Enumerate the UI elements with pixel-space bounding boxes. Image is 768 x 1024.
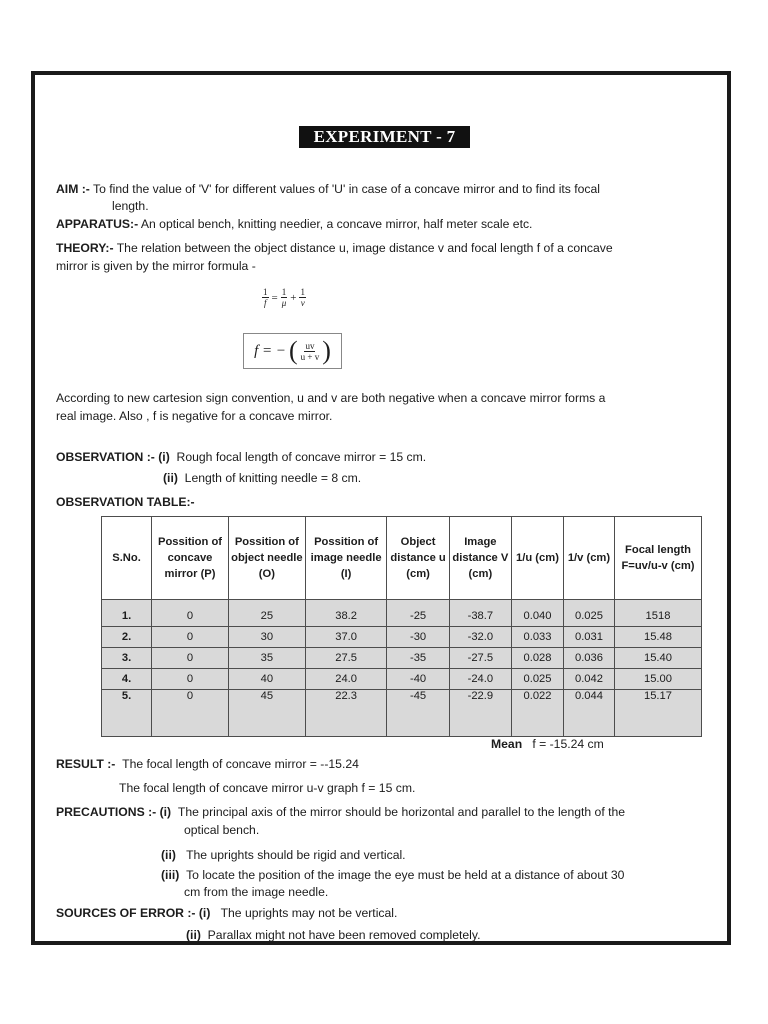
header-cell: Focal length F=uv/u-v (cm) — [614, 517, 701, 600]
observation-label: OBSERVATION :- — [56, 450, 155, 464]
formula-term-v: $\frac{1}{v}$ — [300, 287, 305, 308]
experiment-title: EXPERIMENT - 7 — [299, 126, 470, 148]
table-row: 1. 0 25 38.2 -25 -38.7 0.040 0.025 1518 — [102, 600, 702, 627]
mirror-formula: $\frac{1}{f}$ = $\frac{1}{\mu}$ + $\frac{1}{v}$ — [263, 287, 305, 308]
precaution-i-text: The principal axis of the mirror should be horizontal and parallel to the length of the — [177, 805, 626, 819]
table-header-row — [102, 517, 702, 600]
apparatus-line — [56, 216, 532, 232]
observation-ii-text: Length of knitting needle = 8 cm. — [184, 471, 362, 485]
apparatus-text: An optical bench, knitting needier, a concave mirror, half meter scale etc. — [140, 217, 533, 231]
header-cell: Possition of image needle (I) — [305, 517, 387, 600]
result-line1 — [56, 756, 359, 772]
aim-label: AIM :- — [56, 182, 90, 196]
error-ii-text: Parallax might not have been removed completely. — [207, 928, 481, 942]
observation-line1: OBSERVATION :- (i) Rough focal length of concave mirror = 15 cm. — [56, 450, 427, 464]
theory-text-1: The relation between the object distance u, image distance v and focal length f of a concave — [116, 241, 613, 255]
mean-line — [491, 736, 604, 752]
apparatus-label: APPARATUS:- — [56, 217, 139, 231]
precaution-iii-text: To locate the position of the image the eye must be held at a distance of about 30 — [186, 868, 625, 882]
precautions-label: PRECAUTIONS :- — [56, 805, 157, 819]
mean-value: f = -15.24 cm — [532, 737, 604, 751]
error-i-text: The uprights may not be vertical. — [220, 906, 398, 920]
precautions-line2: (ii) The uprights should be rigid and vertical. — [161, 848, 406, 862]
formula2-fraction: $\frac{uv}{u + v}$ — [300, 340, 320, 362]
header-cell: Object distance u (cm) — [387, 517, 449, 600]
header-cell: 1/u (cm) — [512, 517, 564, 600]
theory-text-2: mirror is given by the mirror formula - — [56, 259, 256, 273]
precaution-ii-text: The uprights should be rigid and vertical. — [186, 848, 406, 862]
table-row: 2. 0 30 37.0 -30 -32.0 0.033 0.031 15.48 — [102, 627, 702, 648]
header-cell: Possition of object needle (O) — [228, 517, 305, 600]
precaution-iii-text-2: cm from the image needle. — [184, 885, 329, 899]
aim-text-1: To find the value of 'V' for different values of 'U' in case of a concave mirror and to find its focal — [93, 182, 601, 196]
precautions-line3: (iii) To locate the position of the image the eye must be held at a distance of about 30 — [161, 868, 625, 882]
convention-line1: According to new cartesion sign convention, u and v are both negative when a concave mirror forms a — [56, 391, 606, 405]
result-text-2: The focal length of concave mirror u-v graph f = 15 cm. — [119, 781, 416, 795]
header-cell: Image distance V (cm) — [449, 517, 511, 600]
errors-line2: (ii) Parallax might not have been removed completely. — [186, 928, 481, 942]
theory-line1 — [56, 240, 613, 256]
table-row: 3. 0 35 27.5 -35 -27.5 0.028 0.036 15.40 — [102, 648, 702, 669]
observation-table-label: OBSERVATION TABLE:- — [56, 495, 195, 509]
observation-line2: (ii) Length of knitting needle = 8 cm. — [163, 471, 362, 485]
convention-line2: real image. Also , f is negative for a concave mirror. — [56, 409, 333, 423]
precaution-i-text-2: optical bench. — [184, 823, 260, 837]
precautions-line1: PRECAUTIONS :- (i) The principal axis of the mirror should be horizontal and parallel to the length of the — [56, 805, 626, 819]
errors-label: SOURCES OF ERROR :- — [56, 906, 196, 920]
aim-text-2: length. — [112, 199, 149, 213]
header-cell: Possition of concave mirror (P) — [152, 517, 229, 600]
header-cell: 1/v (cm) — [563, 517, 614, 600]
formula-term-u: $\frac{1}{\mu}$ — [281, 287, 287, 308]
observation-i-text: Rough focal length of concave mirror = 15 cm. — [176, 450, 427, 464]
theory-label: THEORY:- — [56, 241, 114, 255]
table-row: 5. 0 45 22.3 -45 -22.9 0.022 0.044 15.17 — [102, 690, 702, 737]
table-row: 4. 0 40 24.0 -40 -24.0 0.025 0.042 15.00 — [102, 669, 702, 690]
header-cell: S.No. — [102, 517, 152, 600]
aim-line1 — [56, 181, 600, 197]
focal-length-formula: f = − ( $\frac{uv}{u + v}$ ) — [243, 333, 342, 369]
result-label: RESULT :- — [56, 757, 116, 771]
formula-lhs: $\frac{1}{f}$ — [263, 287, 268, 308]
result-text-1: The focal length of concave mirror = --15.24 — [122, 757, 359, 771]
errors-line1: SOURCES OF ERROR :- (i) The uprights may not be vertical. — [56, 906, 398, 920]
mean-label: Mean — [491, 737, 523, 751]
observation-table — [101, 516, 702, 737]
